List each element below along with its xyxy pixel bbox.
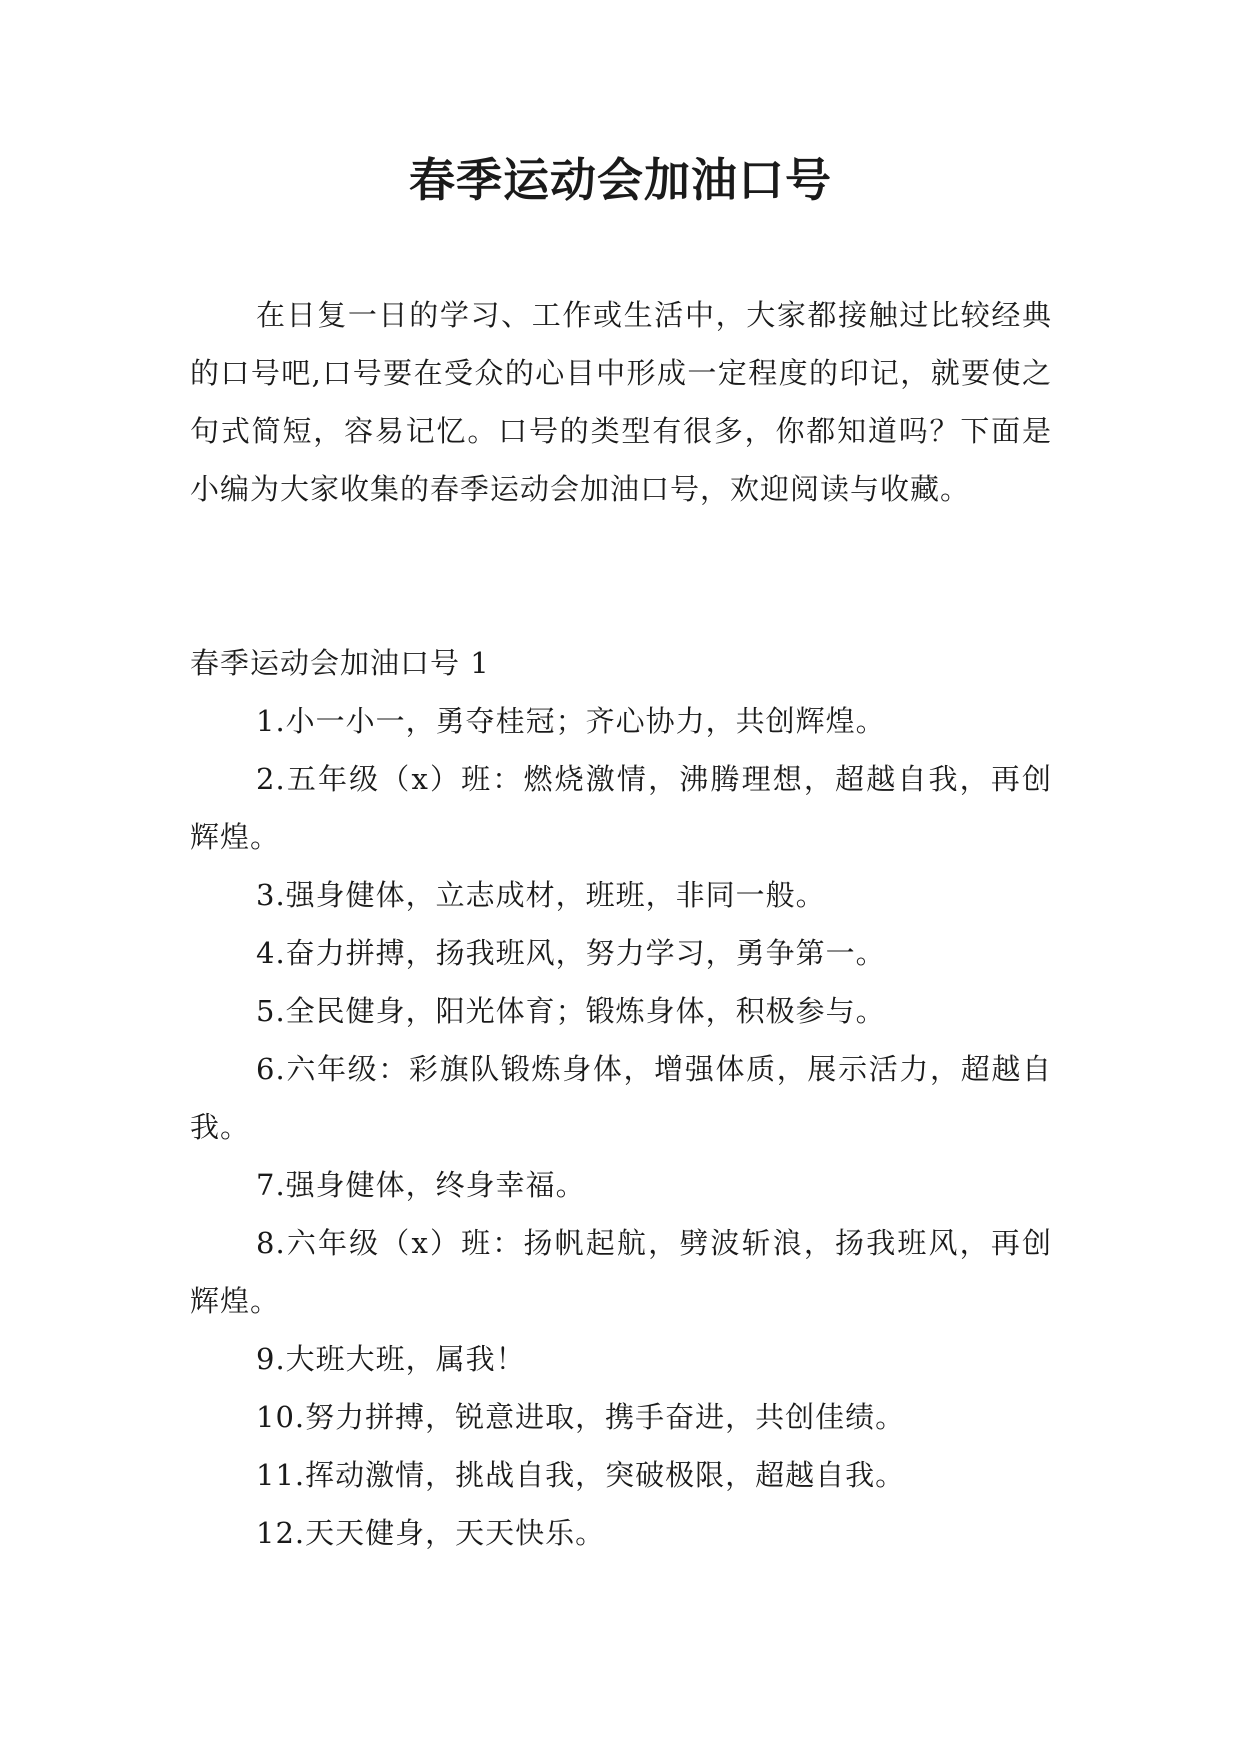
slogan-item: 2.五年级（x）班：燃烧激情，沸腾理想，超越自我，再创辉煌。 — [190, 762, 1052, 854]
slogan-item: 9.大班大班，属我！ — [256, 1342, 526, 1376]
slogan-item: 3.强身健体，立志成材，班班，非同一般。 — [256, 878, 826, 912]
slogan-item: 7.强身健体，终身幸福。 — [256, 1168, 586, 1202]
slogan-item: 1.小一小一，勇夺桂冠；齐心协力，共创辉煌。 — [256, 704, 886, 738]
slogan-item: 10.努力拼搏，锐意进取，携手奋进，共创佳绩。 — [256, 1400, 906, 1434]
intro-paragraph: 在日复一日的学习、工作或生活中，大家都接触过比较经典的口号吧,口号要在受众的心目中形成一定程度的印记，就要使之句式简短，容易记忆。口号的类型有很多，你都知道吗？下面是小编为大家收集的春季运动会加油口号，欢迎阅读与收藏。 — [190, 298, 1052, 506]
slogan-item: 6.六年级：彩旗队锻炼身体，增强体质，展示活力，超越自我。 — [190, 1052, 1052, 1144]
slogan-item: 4.奋力拼搏，扬我班风，努力学习，勇争第一。 — [256, 936, 886, 970]
section-heading: 春季运动会加油口号 1 — [190, 646, 490, 680]
slogan-item: 5.全民健身，阳光体育；锻炼身体，积极参与。 — [256, 994, 886, 1028]
slogan-item: 11.挥动激情，挑战自我，突破极限，超越自我。 — [256, 1458, 906, 1492]
document-title: 春季运动会加油口号 — [409, 153, 832, 207]
slogan-item: 8.六年级（x）班：扬帆起航，劈波斩浪，扬我班风，再创辉煌。 — [190, 1226, 1052, 1318]
slogan-item: 12.天天健身，天天快乐。 — [256, 1516, 606, 1550]
slogan-list — [190, 692, 1052, 1562]
